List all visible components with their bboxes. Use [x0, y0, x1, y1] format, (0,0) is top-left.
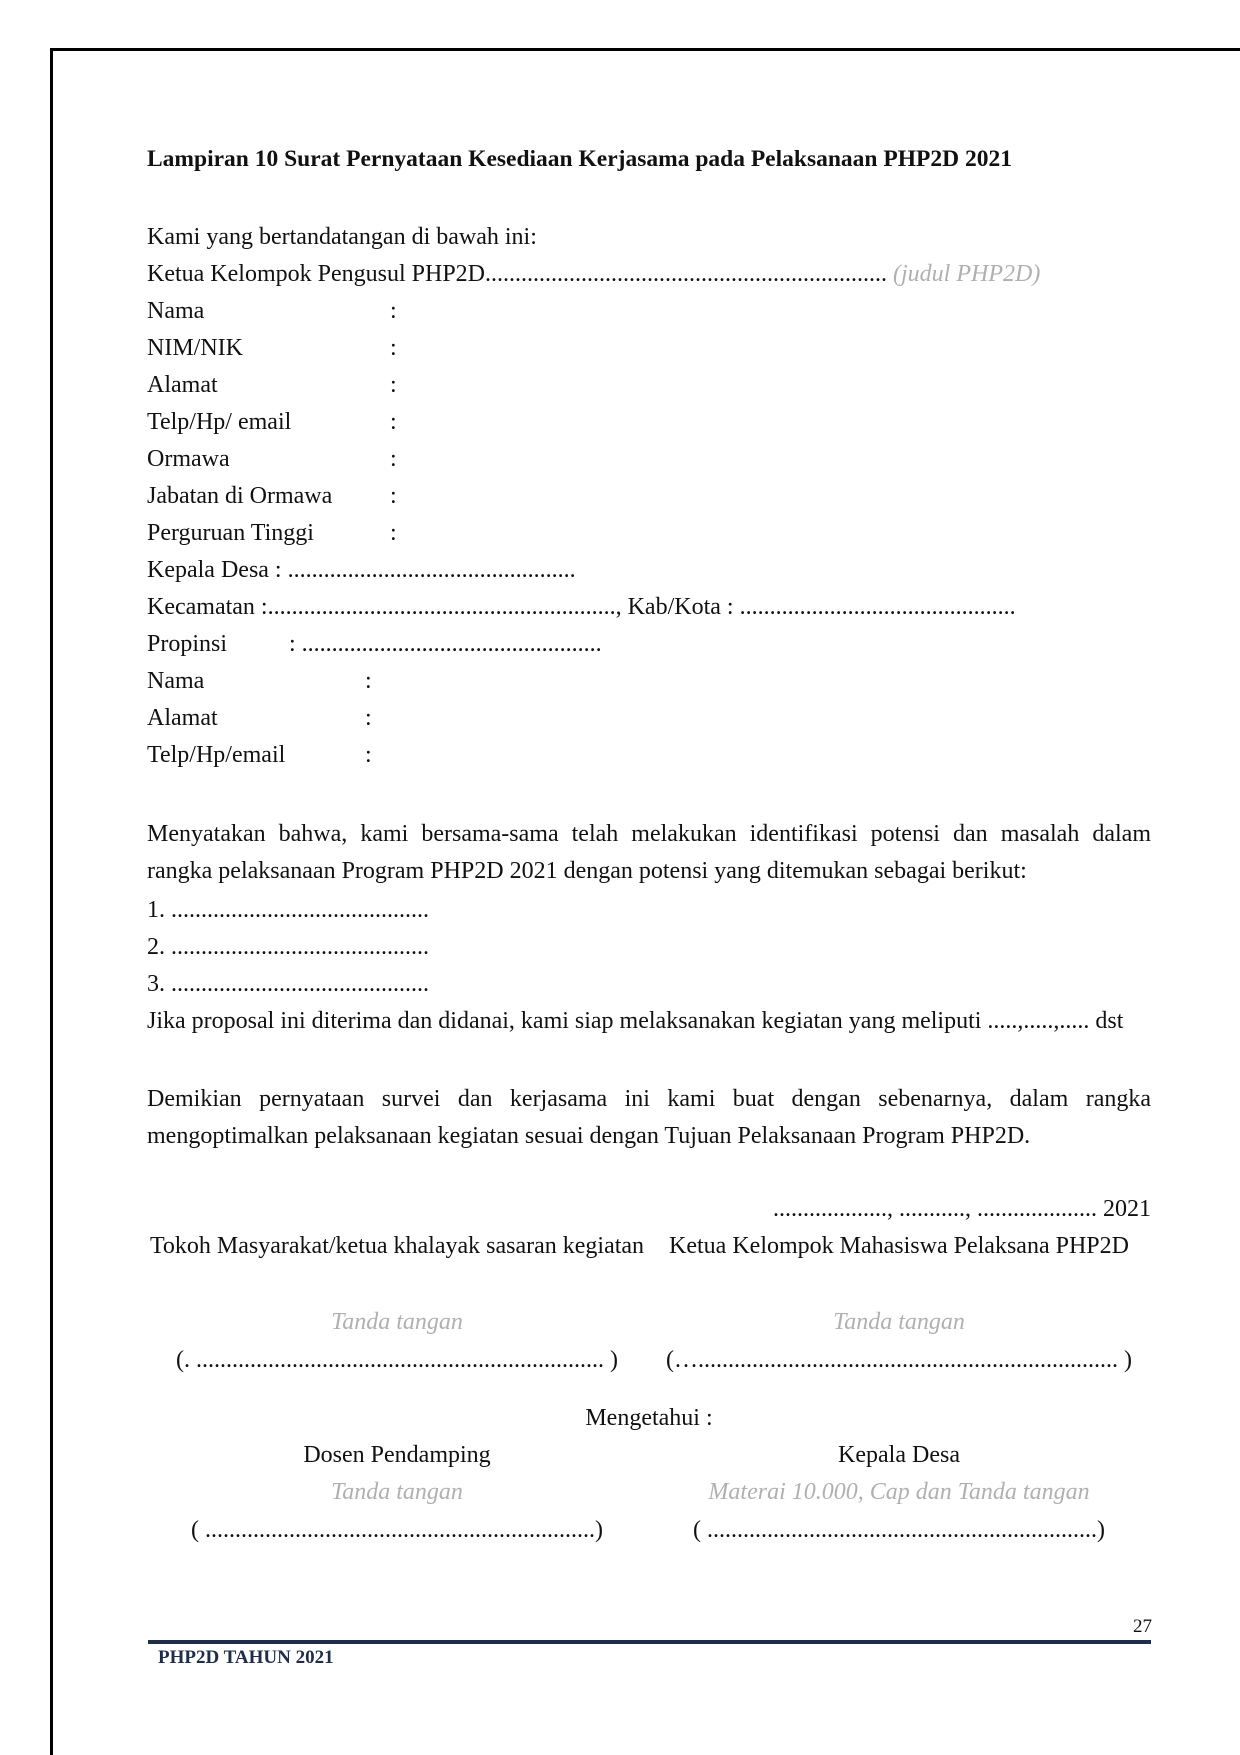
footer-rule	[148, 1640, 1151, 1644]
ketua-label: Ketua Kelompok Pengusul PHP2D...................................................................	[147, 261, 887, 287]
statement-paragraph: Menyatakan bahwa, kami bersama-sama telah melakukan identifikasi potensi dan masalah dalam rangka pelaksanaan Program PHP2D 2021 dengan potensi yang ditemukan sebagai berikut:	[147, 821, 1151, 884]
field-row: Nama :	[147, 668, 372, 694]
field-row: Nama :	[147, 298, 397, 324]
page-number: 27	[1133, 1616, 1152, 1637]
kades-role: Kepala Desa	[838, 1442, 960, 1468]
date-line: ..................., ..........., .................... 2021	[773, 1196, 1151, 1222]
dosen-name: ( .................................................................)	[191, 1517, 603, 1543]
field-row: Telp/Hp/email :	[147, 742, 372, 768]
propinsi-label: Propinsi	[147, 631, 228, 657]
document-title: Lampiran 10 Surat Pernyataan Kesediaan Kerjasama pada Pelaksanaan PHP2D 2021	[147, 146, 1012, 172]
dosen-role: Dosen Pendamping	[303, 1442, 491, 1468]
dosen-hint: Tanda tangan	[331, 1479, 463, 1505]
page-border-top	[50, 48, 1240, 51]
kades-hint: Materai 10.000, Cap dan Tanda tangan	[708, 1479, 1090, 1505]
sign-left-role: Tokoh Masyarakat/ketua khalayak sasaran kegiatan	[149, 1233, 645, 1259]
sign-left-name: (. .................................................................... )	[176, 1347, 618, 1373]
field-row: Jabatan di Ormawa :	[147, 483, 397, 509]
footer-label: PHP2D TAHUN 2021	[158, 1647, 334, 1668]
sign-right-role: Ketua Kelompok Mahasiswa Pelaksana PHP2D	[669, 1233, 1129, 1259]
field-row: Perguruan Tinggi :	[147, 520, 397, 546]
closing-paragraph: Demikian pernyataan survei dan kerjasama ini kami buat dengan sebenarnya, dalam rangka mengoptimalkan pelaksanaan kegiatan sesuai dengan Tujuan Pelaksanaan Program PHP2D.	[147, 1086, 1151, 1149]
page-border-left	[50, 48, 53, 1755]
judul-hint: (judul PHP2D)	[893, 261, 1041, 287]
sign-left-hint: Tanda tangan	[331, 1309, 463, 1335]
kades-name: ( .................................................................)	[693, 1517, 1105, 1543]
field-row: NIM/NIK :	[147, 335, 397, 361]
field-row: Alamat :	[147, 705, 372, 731]
intro-text: Kami yang bertandatangan di bawah ini:	[147, 224, 537, 250]
field-row: Telp/Hp/ email :	[147, 409, 397, 435]
propinsi-value: : ..................................................	[289, 631, 602, 657]
potensi-item: 1. ...........................................	[147, 897, 429, 923]
ketua-line	[147, 259, 1040, 289]
sign-right-hint: Tanda tangan	[833, 1309, 965, 1335]
potensi-item: 3. ...........................................	[147, 971, 429, 997]
kepala-desa-line: Kepala Desa : ................................................	[147, 557, 576, 583]
kecamatan-line: Kecamatan :.........................................................., Kab/Kota : ..............................................	[147, 594, 1016, 620]
field-row: Alamat :	[147, 372, 397, 398]
jika-line: Jika proposal ini diterima dan didanai, kami siap melaksanakan kegiatan yang meliputi .....,.....,..... dst	[147, 1008, 1124, 1034]
propinsi-line	[147, 629, 602, 659]
field-row: Ormawa :	[147, 446, 397, 472]
sign-right-name: (…...................................................................... )	[666, 1347, 1132, 1373]
potensi-item: 2. ...........................................	[147, 934, 429, 960]
mengetahui-label: Mengetahui :	[585, 1405, 713, 1431]
